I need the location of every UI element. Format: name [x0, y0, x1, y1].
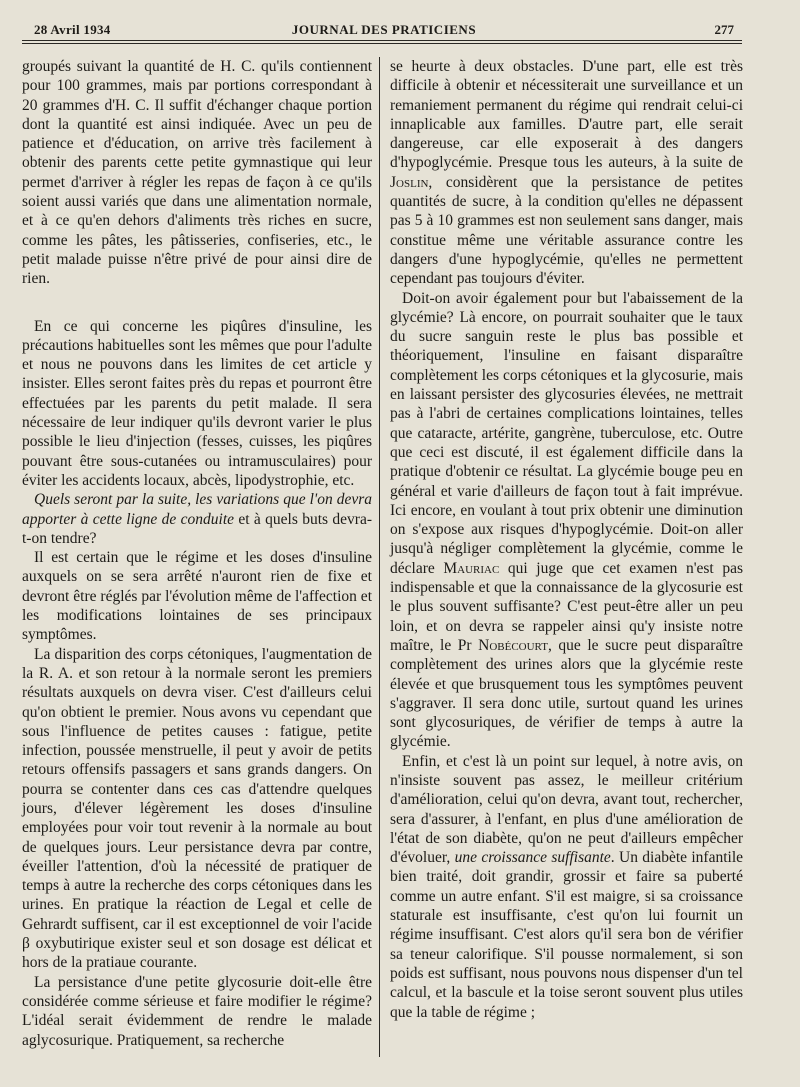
header-rule-top — [22, 40, 742, 41]
right-paragraph-3 — [390, 752, 743, 1022]
text-run: , considèrent que la persistance de petites quantités de sucre, à la condition qu'elles ne dépassent pas 5 à 10 grammes est non seulement sans danger, mais constitue même une véritable assurance contre les dangers d'une hypoglycémie, qu'elles ne permettent cependant pas toujours d'éviter. — [390, 173, 743, 288]
left-column — [22, 57, 372, 1050]
right-column — [390, 57, 743, 1022]
column-divider — [379, 57, 380, 1057]
text-run: , que le sucre peut disparaître complètement des urines alors que la glycémie reste élevée et que brusquement tous les symptômes peuvent s'aggraver. Il sera donc utile, surtout quand les urines sont glycosuriques, de vérifier de temps à autre la glycémie. — [390, 636, 743, 751]
author-name-nobecourt: Nobécourt — [478, 636, 548, 654]
left-paragraph-6: La persistance d'une petite glycosurie doit-elle être considérée comme sérieuse et faire modifier le régime? L'idéal serait évidemment de rendre le malade aglycosurique. Pratiquement, sa recherche — [22, 973, 372, 1049]
header-rule-bottom — [22, 43, 742, 44]
question-italic: Quels seront par la suite, les variations que l'on devra apporter à cette ligne de conduite — [22, 491, 372, 528]
left-paragraph-5: La disparition des corps cétoniques, l'augmentation de la R. A. et son retour à la normale seront les premiers résultats auxquels on devra viser. C'est d'ailleurs celui qu'on obtient le premier. Nous avons vu cependant que sous l'influence de petites causes : fatigue, petite infection, poussée menstruelle, il peut y avoir de petits retours offensifs passagers et sans grands dangers. On pourra se contenter dans ces cas d'attendre quelques jours, d'élever légèrement les doses d'insuline employées pour voir tout revenir à la normale au bout de quelques jours. Leur persistance devra par contre, éveiller l'attention, d'où la nécessité de pratiquer de temps à autre la recherche des corps cétoniques dans les urines. En pratique la réaction de Legal et celle de Gehrardt suffisent, car il est exceptionnel de voir l'acide β oxybutirique exister seul et son dosage est délicat et hors de la pratiaue courante. — [22, 645, 372, 972]
question-rest: et à quels buts devra-t-on tendre? — [22, 510, 372, 547]
text-run: Enfin, et c'est là un point sur lequel, à notre avis, on n'insiste souvent pas assez, le meilleur critérium d'amélioration, celui qu'on devra, avant tout, rechercher, sera d'assurer, à l'enfant, en plus d'une amélioration de l'état de son diabète, qu'on ne peut d'ailleurs empêcher d'évoluer, — [390, 752, 743, 867]
header-date: 28 Avril 1934 — [34, 22, 111, 37]
author-name-mauriac: Mauriac — [443, 559, 500, 577]
left-paragraph-4: Il est certain que le régime et les doses d'insuline auxquels on se sera arrêté n'auront rien de fixe et devront être réglés par l'évolution même de l'affection et les modifications lointaines de ses principaux symptômes. — [22, 549, 372, 644]
left-paragraph-2: En ce qui concerne les piqûres d'insuline, les précautions habituelles sont les mêmes que pour l'adulte et nous ne pouvons dans les limites de cet article y insister. Elles seront faites près du repas et pourront être effectuées par les parents du petit malade. Il sera nécessaire de leur indiquer qu'ils devront varier le plus possible le lieu d'injection (fesses, cuisses, les piqûres pouvant être sous-cutanées ou intramusculaires) pour éviter les accidents locaux, abcès, lipodystrophie, etc. — [22, 317, 372, 489]
text-run: qui juge que cet examen n'est pas indispensable et que la connaissance de la glycosurie est le plus souvent suffisante? C'est peut-être aller un peu loin, et on devra se rappeler ainsi qu'y insiste notre maître, le Pr — [390, 559, 743, 654]
text-run: Doit-on avoir également pour but l'abaissement de la glycémie? Là encore, on pourrait souhaiter que le taux du sucre sanguin reste le plus bas possible et théoriquement, l'insuline en faisant disparaître complètement les corps cétoniques et la glycosurie, mais en laissant persister des glycosuries élevées, ne mettrait pas à l'abri de certaines complications lointaines, telles que cataracte, artérite, gangrène, tuberculose, etc. Outre que ceci est discuté, il est également difficile dans la pratique d'obtenir ce résultat. La glycémie bouge peu en général et varie d'ailleurs de façon tout à fait imprévue. Ici encore, en voulant à tout prix obtenir une diminution on s'expose aux risques d'hypoglycémie. Doit-on aller jusqu'à négliger complètement la glycémie, comme le déclare — [390, 289, 743, 577]
author-name-joslin: Joslin — [390, 173, 429, 191]
left-paragraph-3 — [22, 490, 372, 548]
left-paragraph-1: groupés suivant la quantité de H. C. qu'ils contiennent pour 100 grammes, mais par portions correspondant à 20 grammes d'H. C. Il suffit d'échanger chaque portion dont la quantité est ainsi indiquée. Avec un peu de patience et d'éducation, on arrive très facilement à obtenir des parents cette petite gymnastique qui leur permet d'arriver à régler les repas de façon à ce qu'ils soient aussi variés que dans une alimentation normale, et à ce qu'en dehors d'aliments très riches en sucre, comme les pâtes, les pâtisseries, confiseries, etc., le petit malade puisse n'être privé de pour ainsi dire de rien. — [22, 58, 372, 288]
page-header — [34, 18, 734, 42]
right-paragraph-2 — [390, 289, 743, 752]
right-paragraph-1 — [390, 57, 743, 289]
text-run: se heurte à deux obstacles. D'une part, elle est très difficile à obtenir et nécessiterait une surveillance et un remaniement permanent du régime qui rendrait celui-ci innaplicable aux familles. D'autre part, elle serait dangereuse, car elle exposerait à des dangers d'hypoglycémie. Presque tous les auteurs, à la suite de — [390, 58, 743, 172]
emphasis-croissance: une croissance suffisante — [454, 849, 611, 867]
header-journal-title: JOURNAL DES PRATICIENS — [291, 22, 477, 37]
text-run: . Un diabète infantile bien traité, doit grandir, grossir et faire sa puberté comme un autre enfant. S'il est maigre, si sa croissance staturale est insuffisante, c'est qu'on lui fournit un régime insuffisant. C'est alors qu'il sera bon de vérifier sa teneur calorifique. S'il pousse normalement, si son poids est suffisant, nous pouvons nous dispenser d'un tel calcul, et la bascule et la toise seront souvent plus utiles que la table de régime ; — [390, 849, 744, 1021]
header-page-number: 277 — [714, 22, 734, 37]
